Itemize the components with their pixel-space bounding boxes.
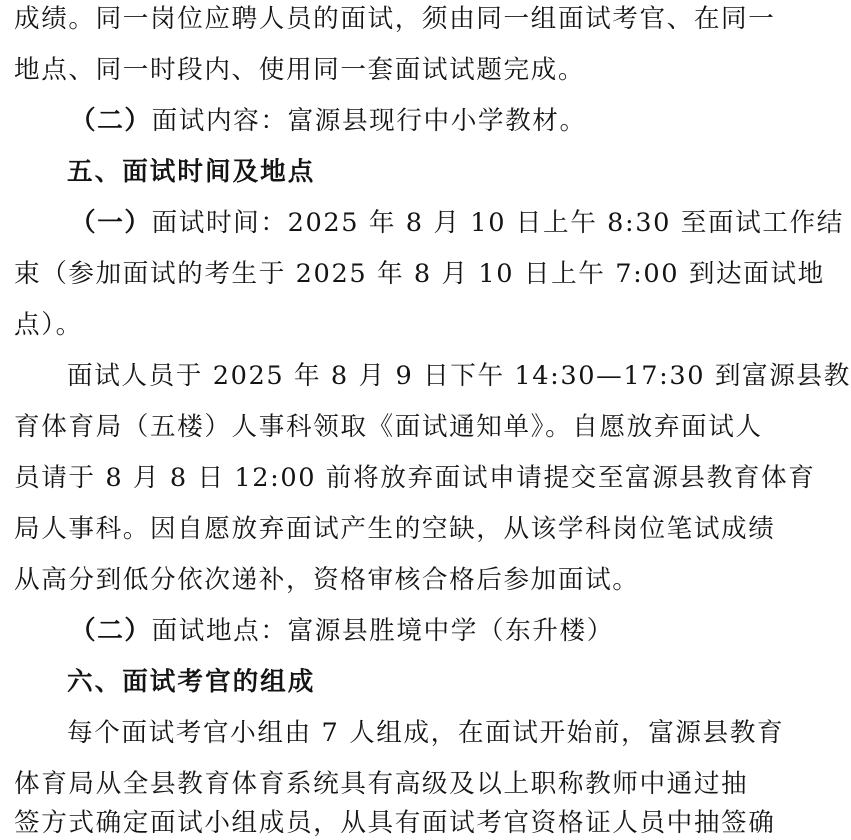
text-line: 员请于 8 月 8 日 12:00 前将放弃面试申请提交至富源县教育体育 [14, 463, 816, 493]
paragraph-line [14, 806, 776, 840]
subsection-number: （二） [70, 106, 152, 136]
paragraph-line [14, 767, 773, 801]
subsection-line [70, 104, 773, 138]
section-heading [67, 665, 773, 699]
section-heading [67, 155, 773, 189]
text-line: 每个面试考官小组由 7 人组成，在面试开始前，富源县教育 [67, 718, 785, 748]
heading-text: 六、面试考官的组成 [67, 667, 316, 697]
subsection-line [70, 614, 773, 648]
text-line: 面试人员于 2025 年 8 月 9 日下午 14:30—17:30 到富源县教 [67, 361, 851, 391]
paragraph-line [14, 2, 776, 36]
text-line: 点）。 [14, 310, 83, 340]
paragraph-line [67, 716, 785, 750]
text-line: 从高分到低分依次递补，资格审核合格后参加面试。 [14, 565, 640, 595]
text-line: 体育局从全县教育体育系统具有高级及以上职称教师中通过抽 [14, 769, 749, 799]
paragraph-line [14, 308, 773, 342]
text-line: 地点、同一时段内、使用同一套面试试题完成。 [14, 55, 586, 85]
text-line: 面试地点：富源县胜境中学（东升楼） [151, 616, 614, 646]
paragraph-line [14, 257, 825, 291]
text-line: 育体育局（五楼）人事科领取《面试通知单》。自愿放弃面试人 [14, 412, 763, 442]
subsection-number: （二） [70, 616, 152, 646]
paragraph-line [14, 512, 776, 546]
text-line: 签方式确定面试小组成员，从具有面试考官资格证人员中抽签确 [14, 808, 776, 838]
paragraph-line [67, 359, 851, 393]
paragraph-line [14, 53, 773, 87]
paragraph-line [14, 563, 773, 597]
heading-text: 五、面试时间及地点 [67, 157, 316, 187]
subsection-line [70, 206, 844, 240]
text-line: 成绩。同一岗位应聘人员的面试，须由同一组面试考官、在同一 [14, 4, 776, 34]
subsection-number: （一） [70, 208, 152, 238]
text-line: 面试时间：2025 年 8 月 10 日上午 8:30 至面试工作结 [151, 208, 844, 238]
text-line: 局人事科。因自愿放弃面试产生的空缺，从该学科岗位笔试成绩 [14, 514, 776, 544]
text-line: 束（参加面试的考生于 2025 年 8 月 10 日上午 7:00 到达面试地 [14, 259, 825, 289]
paragraph-line [14, 461, 816, 495]
paragraph-line [14, 410, 773, 444]
text-line: 面试内容：富源县现行中小学教材。 [151, 106, 587, 136]
